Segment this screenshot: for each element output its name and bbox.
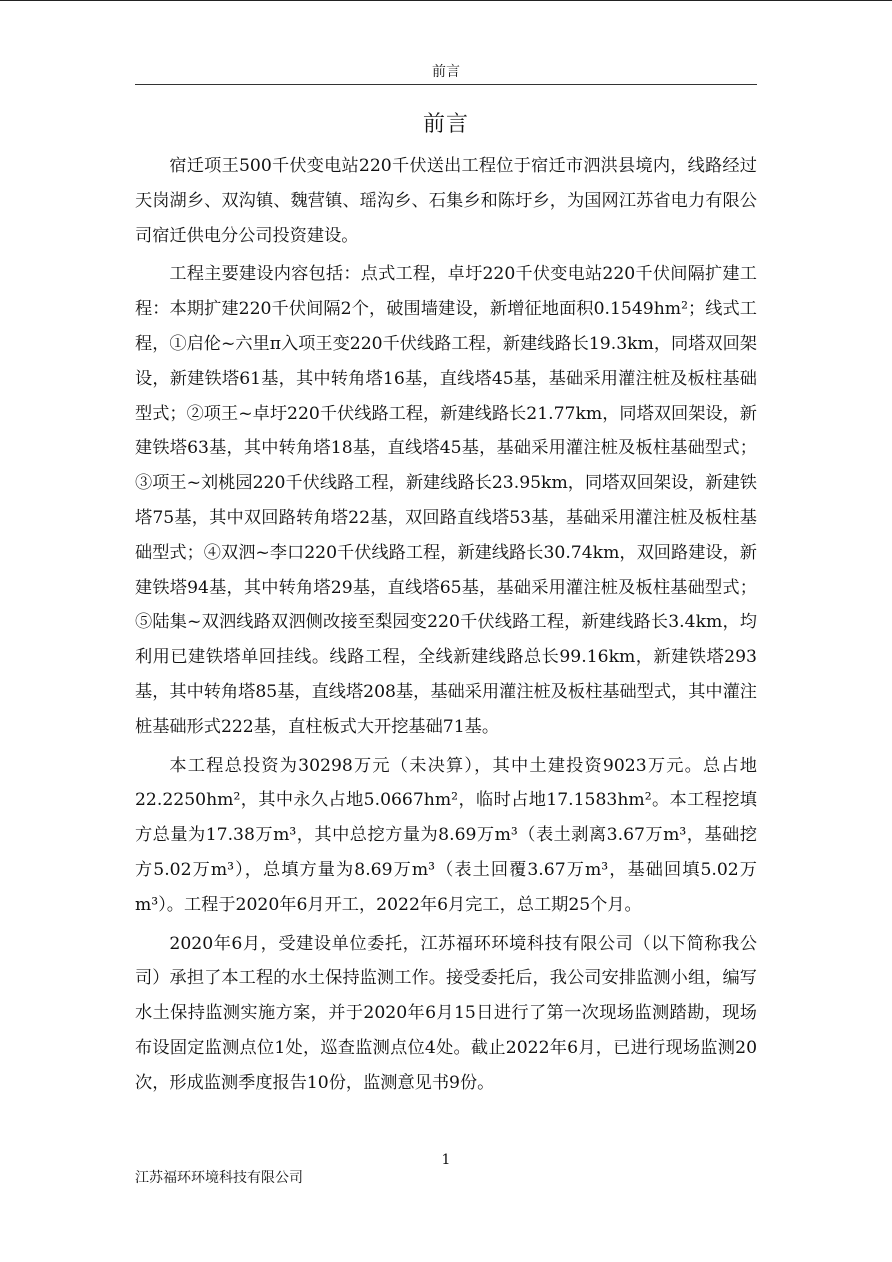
running-header: 前言	[432, 64, 460, 80]
body-text	[135, 149, 757, 1105]
header-divider	[135, 84, 757, 85]
paragraph-4: 2020年6月，受建设单位委托，江苏福环环境科技有限公司（以下简称我公司）承担了本工程的水土保持监测工作。接受委托后，我公司安排监测小组，编写水土保持监测实施方案，并于2020年6月15日进行了第一次现场监测踏勘，现场布设固定监测点位1处，巡查监测点位4处。截止2022年6月，已进行现场监测20次，形成监测季度报告10份，监测意见书9份。	[135, 933, 757, 1093]
paragraph-2: 工程主要建设内容包括：点式工程，卓圩220千伏变电站220千伏间隔扩建工程：本期扩建220千伏间隔2个，破围墙建设，新增征地面积0.1549hm²；线式工程，①启伦~六里π入项王变220千伏线路工程，新建线路长19.3km，同塔双回架设，新建铁塔61基，其中转角塔16基，直线塔45基，基础采用灌注桩及板柱基础型式；②项王~卓圩220千伏线路工程，新建线路长21.77km，同塔双回架设，新建铁塔63基，其中转角塔18基，直线塔45基，基础采用灌注桩及板柱基础型式；③项王~刘桃园220千伏线路工程，新建线路长23.95km，同塔双回架设，新建铁塔75基，其中双回路转角塔22基，双回路直线塔53基，基础采用灌注桩及板柱基础型式；④双泗~李口220千伏线路工程，新建线路长30.74km，双回路建设，新建铁塔94基，其中转角塔29基，直线塔65基，基础采用灌注桩及板柱基础型式；⑤陆集~双泗线路双泗侧改接至梨园变220千伏线路工程，新建线路长3.4km，均利用已建铁塔单回挂线。线路工程，全线新建线路总长99.16km，新建铁塔293基，其中转角塔85基，直线塔208基，基础采用灌注桩及板柱基础型式，其中灌注桩基础形式222基，直柱板式大开挖基础71基。	[135, 264, 757, 737]
page-number: 1	[441, 1152, 451, 1168]
paragraph-1: 宿迁项王500千伏变电站220千伏送出工程位于宿迁市泗洪县境内，线路经过天岗湖乡、双沟镇、魏营镇、瑶沟乡、石集乡和陈圩乡，为国网江苏省电力有限公司宿迁供电分公司投资建设。	[135, 156, 757, 246]
footer-company-name: 江苏福环环境科技有限公司	[135, 1170, 303, 1186]
paragraph-3: 本工程总投资为30298万元（未决算），其中土建投资9023万元。总占地22.2250hm²，其中永久占地5.0667hm²，临时占地17.1583hm²。本工程挖填方总量为17.38万m³，其中总挖方量为8.69万m³（表土剥离3.67万m³，基础挖方5.02万m³），总填方量为8.69万m³（表土回覆3.67万m³，基础回填5.02万m³）。工程于2020年6月开工，2022年6月完工，总工期25个月。	[135, 755, 757, 915]
top-border-line	[0, 0, 892, 1]
page-title: 前言	[422, 112, 469, 137]
